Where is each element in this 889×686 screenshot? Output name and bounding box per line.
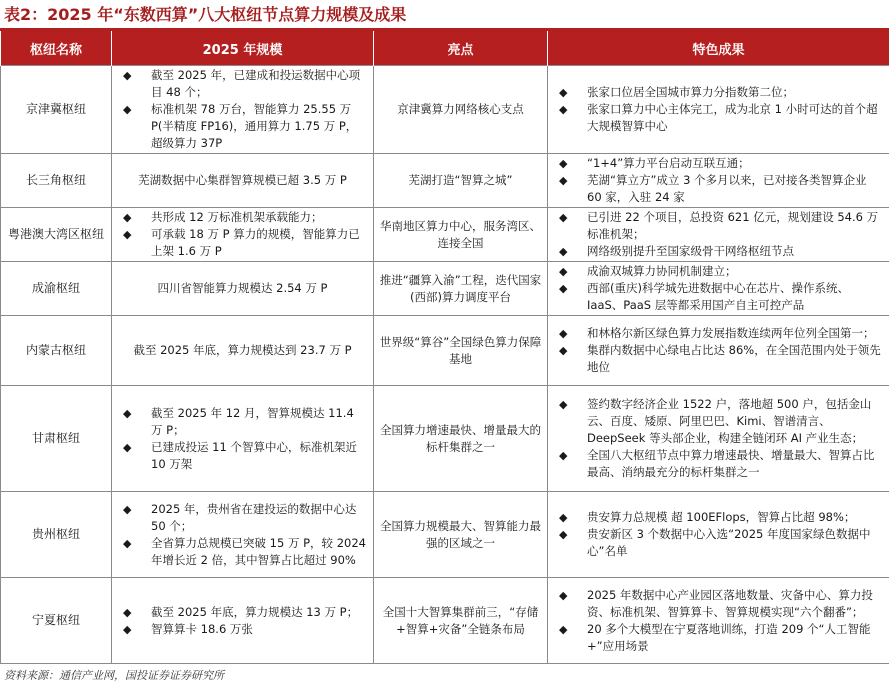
scale-item: ◆ 全省算力总规模已突破 15 万 P，较 2024 年增长近 2 倍，其中智算占比超过 90%: [117, 535, 368, 569]
results-cell: [548, 154, 889, 208]
result-item: ◆ 张家口位居全国城市算力分指数第二位；: [553, 84, 884, 101]
results-cell: [548, 316, 889, 386]
table-row: [1, 208, 889, 262]
scale-cell: 截至 2025 年底，算力规模达到 23.7 万 P: [112, 316, 374, 386]
hub-name: 宁夏枢纽: [1, 578, 112, 664]
scale-item: ◆ 截至 2025 年 12 月，智算规模达 11.4 万 P；: [117, 405, 368, 439]
header-highlight: 亮点: [374, 31, 548, 66]
result-item: ◆ 已引进 22 个项目，总投资 621 亿元，规划建设 54.6 万标准机架；: [553, 209, 884, 243]
scale-cell: [112, 208, 374, 262]
hub-name: 内蒙古枢纽: [1, 316, 112, 386]
scale-item: ◆ 截至 2025 年底，算力规模达 13 万 P；: [117, 604, 368, 621]
result-item: ◆ 2025 年数据中心产业园区落地数量、灾备中心、算力投资、标准机架、智算算卡、智算规模实现“六个翻番”；: [553, 587, 884, 621]
hub-name: 成渝枢纽: [1, 262, 112, 316]
result-item: ◆ 贵安算力总规模 超 100EFlops，智算占比超 98%；: [553, 509, 884, 526]
table-title: 表2：2025 年“东数西算”八大枢纽节点算力规模及成果: [4, 5, 407, 24]
results-cell: [548, 386, 889, 492]
result-item: ◆ 网络级别提升至国家级骨干网络枢纽节点: [553, 243, 884, 260]
highlight-cell: 世界级“算谷”全国绿色算力保障基地: [374, 316, 548, 386]
highlight-cell: 京津冀算力网络核心支点: [374, 66, 548, 154]
highlight-cell: 全国算力规模最大、智算能力最强的区域之一: [374, 492, 548, 578]
scale-item: ◆ 2025 年，贵州省在建投运的数据中心达 50 个；: [117, 501, 368, 535]
scale-cell: [112, 578, 374, 664]
scale-cell: [112, 386, 374, 492]
result-item: ◆ 20 多个大模型在宁夏落地训练，打造 209 个“人工智能+”应用场景: [553, 621, 884, 655]
hub-name: 长三角枢纽: [1, 154, 112, 208]
results-cell: [548, 578, 889, 664]
results-cell: [548, 492, 889, 578]
result-item: ◆ 全国八大枢纽节点中算力增速最快、增量最大、智算占比最高、消纳最充分的标杆集群之一: [553, 447, 884, 481]
hub-name: 甘肃枢纽: [1, 386, 112, 492]
highlight-cell: 推进“疆算入渝”工程，迭代国家(西部)算力调度平台: [374, 262, 548, 316]
scale-cell: 芜湖数据中心集群智算规模已超 3.5 万 P: [112, 154, 374, 208]
results-cell: [548, 262, 889, 316]
result-item: ◆ 西部(重庆)科学城先进数据中心在芯片、操作系统、IaaS、PaaS 层等都采用国产自主可控产品: [553, 280, 884, 314]
header-results: 特色成果: [548, 31, 889, 66]
hub-name: 京津冀枢纽: [1, 66, 112, 154]
scale-item: ◆ 已建成投运 11 个智算中心，标准机架近 10 万架: [117, 439, 368, 473]
results-cell: [548, 208, 889, 262]
table-row: [1, 154, 889, 208]
highlight-cell: 华南地区算力中心，服务湾区、连接全国: [374, 208, 548, 262]
scale-cell: 四川省智能算力规模达 2.54 万 P: [112, 262, 374, 316]
scale-cell: [112, 66, 374, 154]
result-item: ◆ 贵安新区 3 个数据中心入选“2025 年度国家绿色数据中心”名单: [553, 526, 884, 560]
result-item: ◆ “1+4”算力平台启动互联互通；: [553, 155, 884, 172]
result-item: ◆ 成渝双城算力协同机制建立；: [553, 263, 884, 280]
results-cell: [548, 66, 889, 154]
table-row: [1, 262, 889, 316]
result-item: ◆ 芜湖“算立方”成立 3 个多月以来，已对接各类智算企业 60 家，入驻 24 家: [553, 172, 884, 206]
table-row: [1, 66, 889, 154]
scale-item: ◆ 截至 2025 年，已建成和投运数据中心项目 48 个；: [117, 67, 368, 101]
table-row: [1, 578, 889, 664]
table-row: [1, 492, 889, 578]
scale-cell: [112, 492, 374, 578]
header-scale: 2025 年规模: [112, 31, 374, 66]
result-item: ◆ 和林格尔新区绿色算力发展指数连续两年位列全国第一；: [553, 325, 884, 342]
header-hub-name: 枢纽名称: [1, 31, 112, 66]
hub-name: 粤港澳大湾区枢纽: [1, 208, 112, 262]
scale-item: ◆ 共形成 12 万标准机架承载能力；: [117, 209, 368, 226]
scale-item: ◆ 智算算卡 18.6 万张: [117, 621, 368, 638]
hub-table: [0, 31, 889, 664]
result-item: ◆ 集群内数据中心绿电占比达 86%，在全国范围内处于领先地位: [553, 342, 884, 376]
highlight-cell: 全国十大智算集群前三，“存储+智算+灾备”全链条布局: [374, 578, 548, 664]
hub-name: 贵州枢纽: [1, 492, 112, 578]
highlight-cell: 芜湖打造“智算之城”: [374, 154, 548, 208]
table-row: [1, 386, 889, 492]
result-item: ◆ 张家口算力中心主体完工，成为北京 1 小时可达的首个超大规模智算中心: [553, 101, 884, 135]
scale-item: ◆ 标准机架 78 万台，智能算力 25.55 万 P(半精度 FP16)，通用算力 1.75 万 P，超级算力 37P: [117, 101, 368, 152]
scale-item: ◆ 可承载 18 万 P 算力的规模，智能算力已上架 1.6 万 P: [117, 226, 368, 260]
source-note: 资料来源：通信产业网，国投证券证券研究所: [4, 669, 224, 682]
header-row: [1, 31, 889, 66]
highlight-cell: 全国算力增速最快、增量最大的标杆集群之一: [374, 386, 548, 492]
table-row: [1, 316, 889, 386]
result-item: ◆ 签约数字经济企业 1522 户，落地超 500 户，包括金山云、百度、矮原、阿里巴巴、Kimi、智谱清言、DeepSeek 等头部企业，构建全链闭环 AI 产业生态；: [553, 396, 884, 447]
